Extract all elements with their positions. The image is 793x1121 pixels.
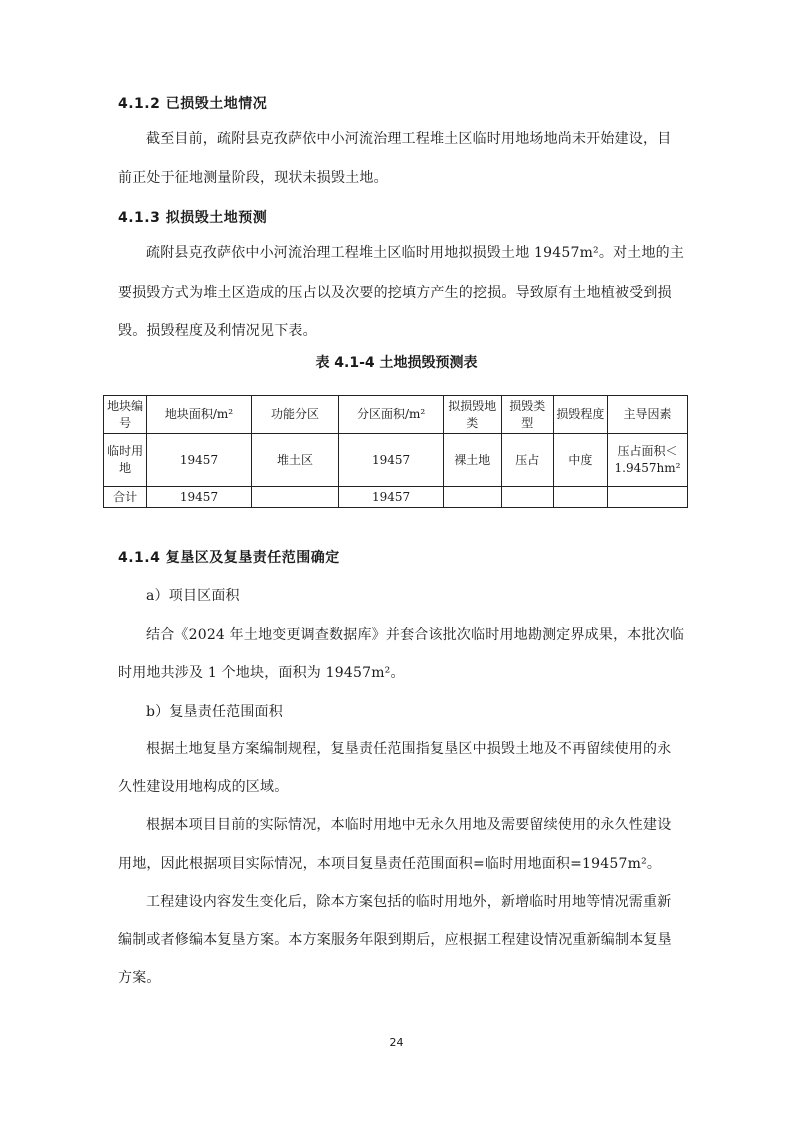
- table-total-row: [104, 487, 688, 508]
- subheading-b: b）复垦责任范围面积: [146, 704, 283, 720]
- header-cell: 损毁程度: [553, 396, 607, 434]
- cell: [443, 487, 501, 508]
- cell: [553, 487, 607, 508]
- cell: 压占面积＜1.9457hm²: [607, 434, 687, 487]
- paragraph-line: 方案。: [118, 970, 161, 986]
- header-cell: 分区面积/m²: [339, 396, 444, 434]
- cell: 19457: [147, 487, 252, 508]
- cell: 19457: [339, 434, 444, 487]
- cell: 中度: [553, 434, 607, 487]
- land-damage-table: [103, 395, 688, 508]
- paragraph-line: 用地，因此根据项目实际情况，本项目复垦责任范围面积=临时用地面积=19457m²。: [118, 856, 662, 872]
- header-cell: 地块面积/m²: [147, 396, 252, 434]
- cell: 合计: [104, 487, 147, 508]
- paragraph-line: 时用地共涉及 1 个地块，面积为 19457m²。: [118, 665, 405, 681]
- page-number: 24: [389, 1036, 404, 1049]
- heading-4-1-3: 4.1.3 拟损毁土地预测: [118, 210, 268, 226]
- paragraph-line: 截至目前，疏附县克孜萨依中小河流治理工程堆土区临时用地场地尚未开始建设，目: [146, 131, 672, 147]
- cell: 堆土区: [251, 434, 339, 487]
- paragraph-line: 工程建设内容发生变化后，除本方案包括的临时用地外，新增临时用地等情况需重新: [146, 894, 672, 910]
- cell: 裸土地: [443, 434, 501, 487]
- header-cell: 损毁类型: [501, 396, 553, 434]
- header-cell: 地块编号: [104, 396, 147, 434]
- paragraph-line: 结合《2024 年土地变更调查数据库》并套合该批次临时用地勘测定界成果，本批次临: [146, 627, 685, 643]
- paragraph-line: 毁。损毁程度及利情况见下表。: [118, 323, 317, 339]
- cell: 临时用地: [104, 434, 147, 487]
- cell: 19457: [339, 487, 444, 508]
- paragraph-line: 前正处于征地测量阶段，现状未损毁土地。: [118, 170, 388, 186]
- cell: [501, 487, 553, 508]
- table-header-row: [104, 396, 688, 434]
- cell: [251, 487, 339, 508]
- paragraph-line: 疏附县克孜萨依中小河流治理工程堆土区临时用地拟损毁土地 19457m²。对土地的主: [146, 245, 685, 261]
- heading-4-1-4: 4.1.4 复垦区及复垦责任范围确定: [118, 550, 340, 566]
- paragraph-line: 根据土地复垦方案编制规程，复垦责任范围指复垦区中损毁土地及不再留续使用的永: [146, 741, 672, 757]
- paragraph-line: 要损毁方式为堆土区造成的压占以及次要的挖填方产生的挖损。导致原有土地植被受到损: [118, 285, 672, 301]
- table-row: [104, 434, 688, 487]
- table-caption: 表 4.1-4 土地损毁预测表: [315, 355, 478, 371]
- header-cell: 主导因素: [607, 396, 687, 434]
- header-cell: 功能分区: [251, 396, 339, 434]
- cell: 19457: [147, 434, 252, 487]
- cell: 压占: [501, 434, 553, 487]
- cell: [607, 487, 687, 508]
- header-cell: 拟损毁地类: [443, 396, 501, 434]
- paragraph-line: 久性建设用地构成的区域。: [118, 779, 289, 795]
- paragraph-line: 编制或者修编本复垦方案。本方案服务年限到期后，应根据工程建设情况重新编制本复垦: [118, 932, 672, 948]
- heading-4-1-2: 4.1.2 已损毁土地情况: [118, 96, 268, 112]
- paragraph-line: 根据本项目目前的实际情况，本临时用地中无永久用地及需要留续使用的永久性建设: [146, 817, 672, 833]
- subheading-a: a）项目区面积: [146, 588, 240, 604]
